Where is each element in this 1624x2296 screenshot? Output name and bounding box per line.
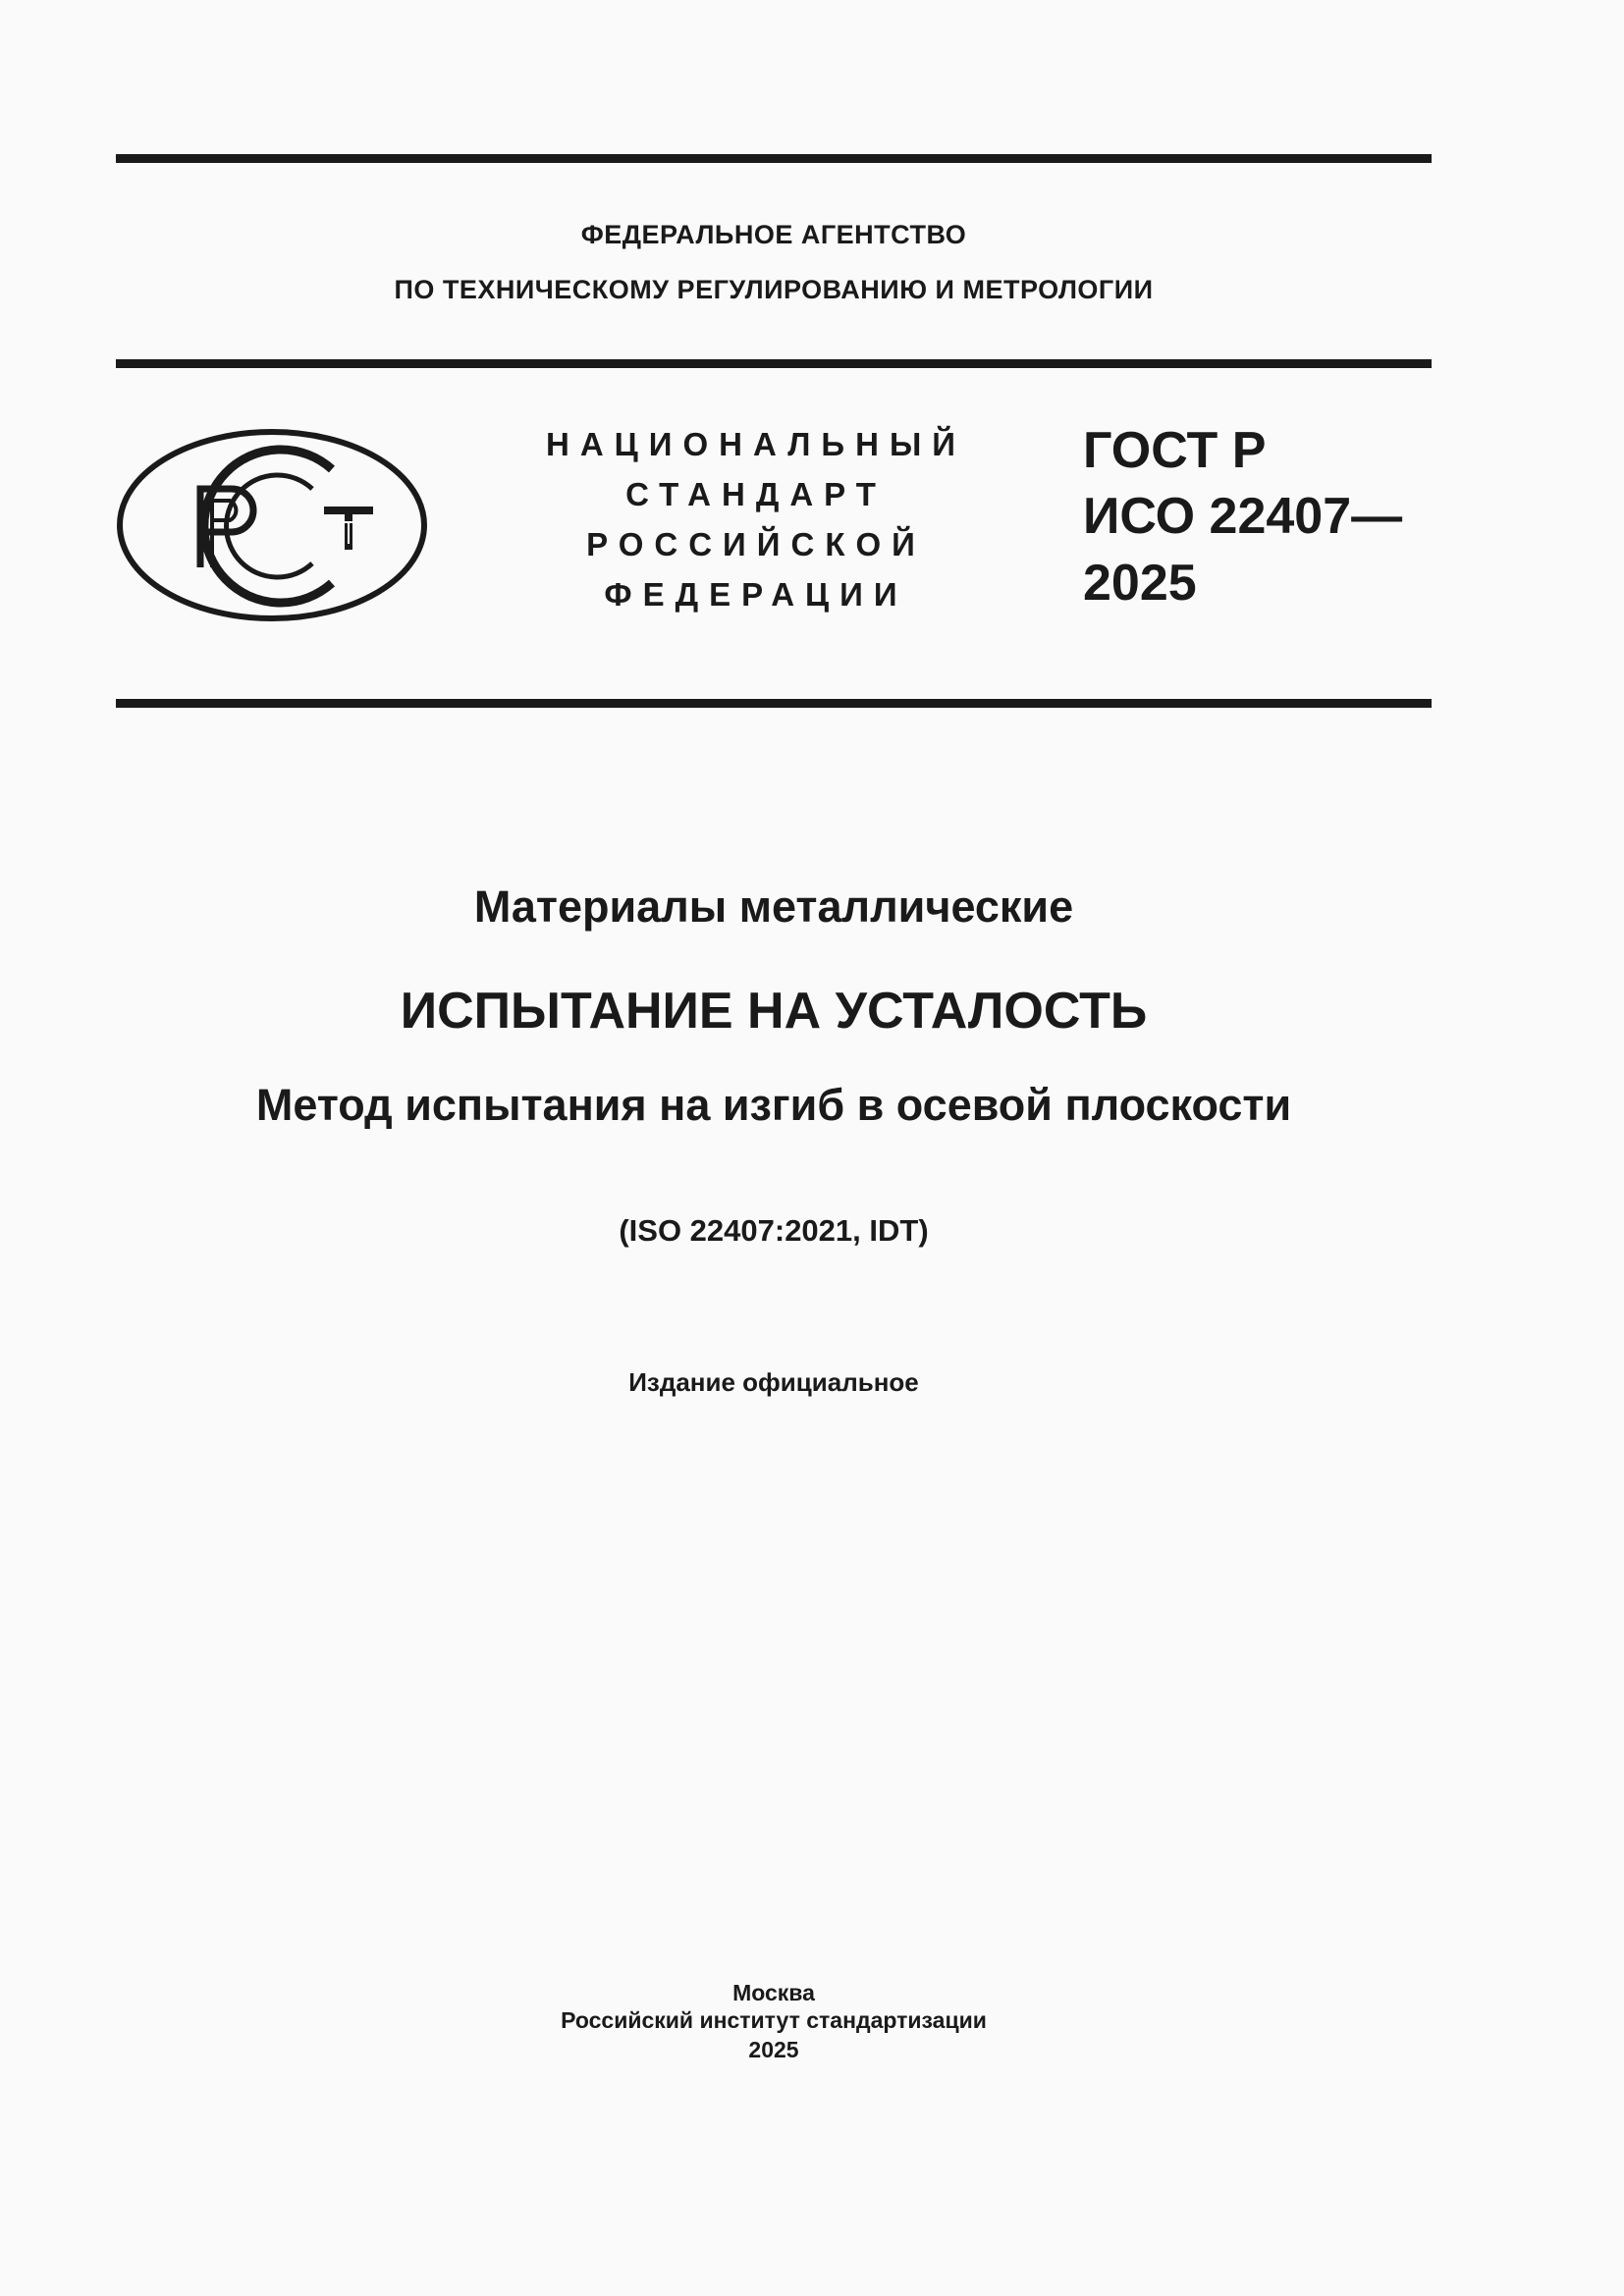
publisher-city: Москва xyxy=(732,1980,815,2005)
header-rule xyxy=(116,359,1432,368)
national-standard-line1: НАЦИОНАЛЬНЫЙ xyxy=(546,426,966,462)
agency-name-line2: ПО ТЕХНИЧЕСКОМУ РЕГУЛИРОВАНИЮ И МЕТРОЛОГИИ xyxy=(394,275,1154,304)
document-title-line1: Материалы металлические xyxy=(473,881,1074,932)
title-block-rule xyxy=(116,699,1432,708)
standard-designation-line2: ИСО 22407— xyxy=(1083,488,1403,545)
national-standard-line2: СТАНДАРТ xyxy=(625,476,887,512)
publication-year: 2025 xyxy=(748,2037,799,2062)
standard-designation-line3: 2025 xyxy=(1083,555,1197,612)
document-title-line2: ИСПЫТАНИЕ НА УСТАЛОСТЬ xyxy=(400,983,1148,1040)
document-title-line3: Метод испытания на изгиб в осевой плоскости xyxy=(255,1080,1292,1130)
iso-reference: (ISO 22407:2021, IDT) xyxy=(619,1213,929,1248)
top-rule xyxy=(116,154,1432,163)
edition-note: Издание официальное xyxy=(628,1367,919,1397)
agency-name-line1: ФЕДЕРАЛЬНОЕ АГЕНТСТВО xyxy=(580,220,967,249)
publisher-institute: Российский институт стандартизации xyxy=(561,2007,987,2033)
standard-designation-line1: ГОСТ Р xyxy=(1083,422,1267,479)
rst-gost-logo-icon xyxy=(116,428,428,622)
national-standard-line4: ФЕДЕРАЦИИ xyxy=(604,576,908,613)
national-standard-line3: РОССИЙСКОЙ xyxy=(586,526,926,562)
